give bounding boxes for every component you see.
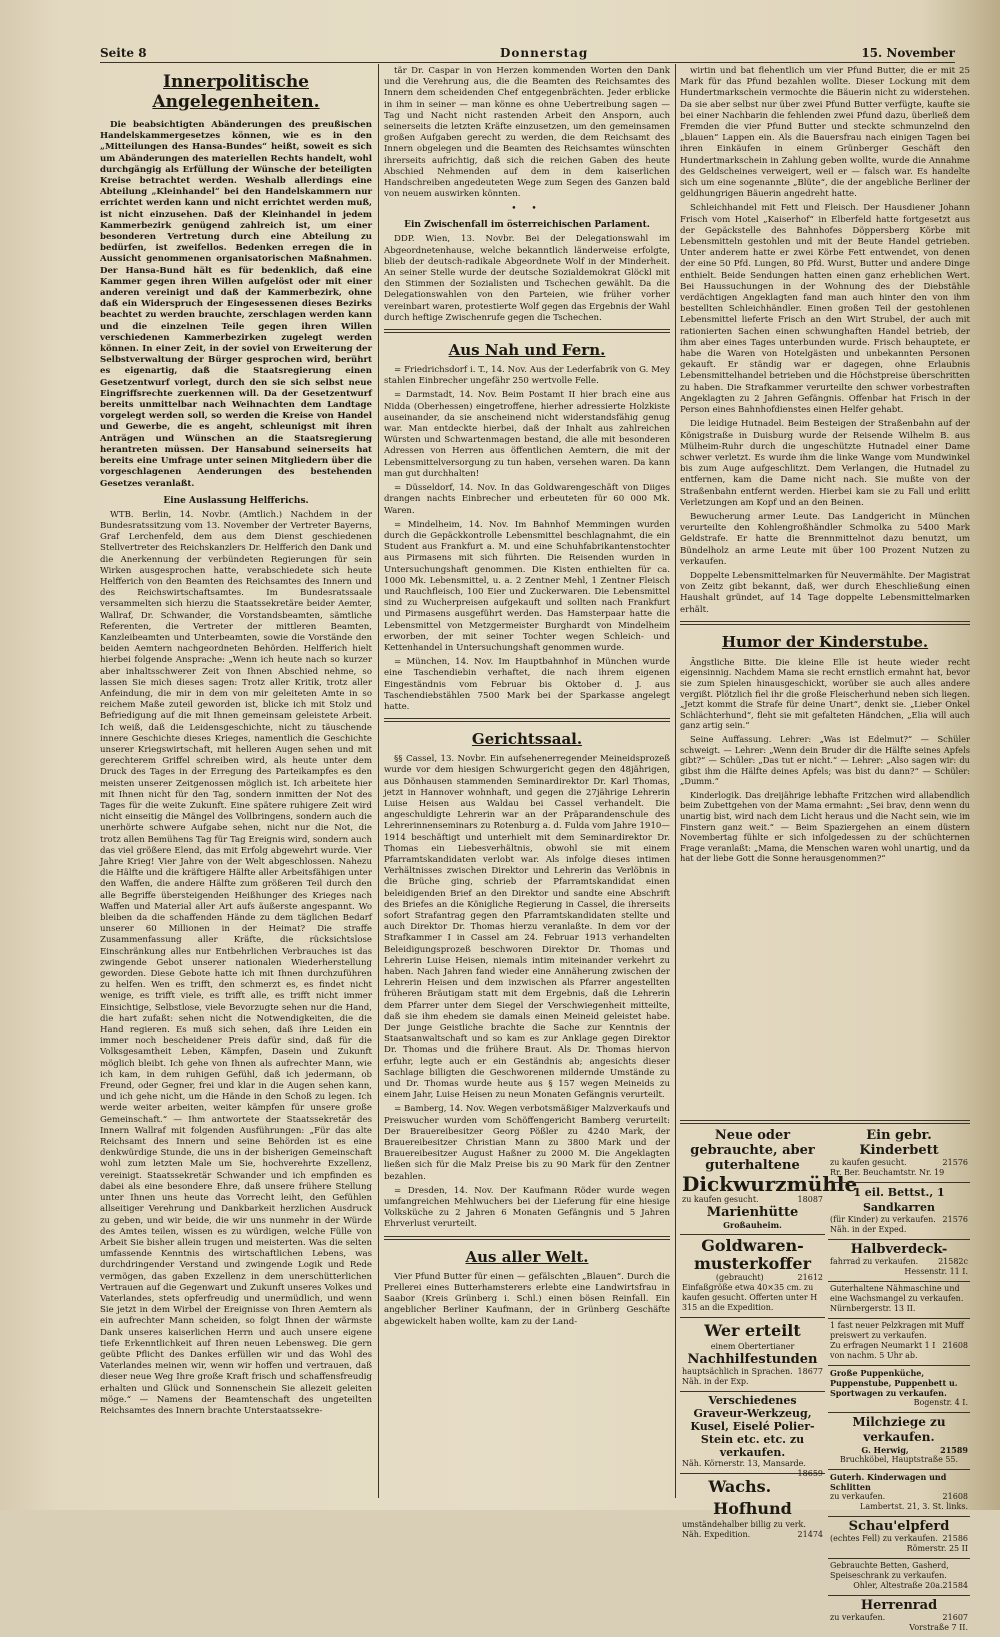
ad-text: Römerstr. 25 II xyxy=(906,1544,968,1553)
ad-milchziege xyxy=(828,1413,970,1470)
ad-place: Großauheim. xyxy=(723,1220,782,1230)
ad-text: (echtes Fell) zu verkaufen. xyxy=(830,1534,938,1543)
ad-title: Ein gebr. Kinderbett xyxy=(859,1128,939,1158)
divider xyxy=(680,1120,970,1124)
ad-text: hauptsächlich in Sprachen. xyxy=(682,1367,793,1376)
newspaper-day: Donnerstag xyxy=(500,46,589,60)
column-1 xyxy=(100,66,372,1498)
ad-betten xyxy=(828,1559,970,1596)
ad-number: 21589 xyxy=(940,1445,968,1455)
ad-text: Näh. in der Exp. xyxy=(682,1377,749,1386)
ad-text: Große Puppenküche, Puppenstube, Puppenbett u. Sportwagen zu verkaufen. xyxy=(830,1368,958,1398)
ad-title: Verschiedenes Graveur-Werkzeug, Kusel, Eiselé Polier-Stein etc. etc. zu verkaufen. xyxy=(690,1394,815,1459)
ad-title: Halbverdeck- xyxy=(850,1242,948,1257)
article-subheading: Ein Zwischenfall im österreichischen Parlament. xyxy=(404,220,650,231)
ad-number: 21612 xyxy=(797,1273,823,1282)
ad-text: Vorstraße 7 II. xyxy=(909,1623,968,1632)
article-paragraph: = Düsseldorf, 14. Nov. In das Goldwarengeschäft von Diiges drangen nachts Einbrecher und erbeuteten für 60 000 Mk. Waren. xyxy=(384,483,670,516)
ad-text: zu verkaufen. xyxy=(830,1613,886,1622)
ad-text: einem Obertertianer xyxy=(710,1342,795,1351)
section-title: Innerpolitische Angelegenheiten. xyxy=(152,72,320,112)
ad-dickwurzmuehle xyxy=(680,1126,858,1235)
divider xyxy=(384,329,670,333)
joke-paragraph: Kinderlogik. Das dreijährige lebhafte Fritzchen wird allabendlich beim Zubettgehen von der Mama ermahnt: „Sei brav, denn wenn du unartig bist, wird nach dem Licht heraus und die Nacht sein, wie im Finstern ganz weit.“ — Beim Spaziergehen an einem düstern Novembertag fühlte er sich infolgedessen zu der schüchternen Frage veranlaßt: „Mama, die Menschen waren wohl unartig, und da hat der liebe Gott die Sonne herausgenommen?“ xyxy=(680,789,970,864)
ad-number: 21608 xyxy=(942,1492,968,1501)
humor-section xyxy=(680,657,970,864)
article-paragraph: §§ Cassel, 13. Novbr. Ein aufsehenerregender Meineidsprozeß wurde vor dem hiesigen Schwurgericht gegen den 48jährigen, aus Dönhausen stammenden Seminardirektor Dr. Karl Thomas, jetzt in Hannover wohnhaft, und gegen die 27jährige Lehrerin Luise Heisen aus Waldau bei Cassel verhandelt. Die angeschuldigte Lehrerin war an der Präparandenschule des Lehrerinnenseminars zu Rotenburg a. d. Fulda vom Jahre 1910—1914 beschäftigt und unterhielt mit dem Seminardirektor Dr. Thomas ein Liebesverhältnis, obwohl sie mit einem Pfarramtskandidaten verlobt war. Als infolge dieses intimen Verhältnisses zwischen Direktor und Lehrerin das Verlöbnis in die Brüche ging, schrieb der Pfarramtskandidat einen beleidigenden Brief an den Direktor und sandte eine Abschrift des Briefes an die Königliche Regierung in Cassel, die ihrerseits sofort Strafantrag gegen den Pfarramtskandidaten stellte und auch Direktor Dr. Thomas hierzu veranlaßte. In dem vor der Strafkammer I in Cassel am 24. Februar 1913 verhandelten Beleidigungsprozeß beschworen Direktor Dr. Thomas und Lehrerin Luise Heisen, niemals intim miteinander verkehrt zu haben. Nach Jahren fand wieder eine Annäherung zwischen der Lehrerin Heisen und dem inzwischen als Pfarrer angestellten früheren Bräutigam statt mit dem Ergebnis, daß die Lehrerin dem Pfarrer unter dem Siegel der Verschwiegenheit mitteilte, daß sie ihm ehedem sie damals einen Meineid geleistet habe. Der junge Geistliche brachte die Sache zur Kenntnis der Staatsanwaltschaft und so kam es zur Anklage gegen Direktor Dr. Thomas und die frühere Braut. Als Dr. Thomas hiervon erfuhr, legte auch er ein Geständnis ab; angesichts dieser Sachlage billigten die Geschworenen mildernde Umstände zu und Dr. Thomas wurde heute aus § 157 wegen Meineids zu einem Jahr, Luise Heisen zu neun Monaten Gefängnis verurteilt. xyxy=(384,754,670,1101)
article-paragraph: Die leidige Hutnadel. Beim Besteigen der Straßenbahn auf der Königstraße in Duisburg wurde der Reisende Wilhelm B. aus Mülheim-Ruhr durch die ungeschützte Hutnadel einer Dame schwer verletzt. Es wurde ihm die linke Wange vom Mundwinkel bis zum Auge aufgeschlitzt. Dem Verlangen, die Hutnadel zu entfernen, kam die Dame nicht nach. Sie mußte von der Straßenbahn entfernt werden. Hierbei kam sie zu Fall und erlitt Verletzungen am Kopf und an den Beinen. xyxy=(680,419,970,508)
article-paragraph: wirtin und bat flehentlich um vier Pfund Butter, die er mit 25 Mark für das Pfund bezahlen wollte. Dieser Lockung mit dem Hundertmarkschein vermochte die Bäuerin nicht zu widerstehen. Da sie aber selbst nur über zwei Pfund Butter verfügte, kaufte sie bei einer Nachbarin die fehlenden zwei Pfund dazu, überließ dem Fremden die vier Pfund Butter und steckte schmunzelnd den „blauen“ Lappen ein. Als die Bauersfrau nach einigen Tagen bei ihren Einkäufen in einem Grünberger Geschäft den Hundertmarkschein in Zahlung geben wollte, wurde die Annahme des Geldscheines verweigert, weil er — falsch war. Es handelte sich um eine sogenannte „Blüte“, die der angebliche Berliner der geldhungrigen Bäuerin angedreht hatte. xyxy=(680,66,970,200)
ad-number: 21576 xyxy=(942,1158,968,1167)
article-paragraph: Die beabsichtigten Abänderungen des preußischen Handelskammergesetzes können, wie es in den „Mitteilungen des Hansa-Bundes“ heißt, soweit es sich um Abänderungen des materiellen Rechts handelt, wohl durchgängig als Erfüllung der Wünsche der beteiligten Kreise betrachtet werden. Weshalb allerdings eine Abteilung „Kleinhandel“ bei den Handelskammern nur errichtet werden kann und nicht errichtet werden muß, ist nicht einzusehen. Daß der Kleinhandel in jedem Kammerbezirk genügend zahlreich ist, um einer besonderen Vertretung durch eine Abteilung zu bedürfen, ist zweifellos. Bedenken erregen die in Aussicht genommenen organisatorischen Maßnahmen. Der Hansa-Bund hält es für bedenklich, daß eine Kammer gegen ihren Willen aufgelöst oder mit einer anderen vereinigt und daß der Kammerbezirk, ohne daß ein Widerspruch der Eingesessenen dieses Bezirks beachtet zu werden brauchte, zerschlagen werden kann und die einzelnen Teile gegen ihren Willen verschiedenen Kammerbezirken zugelegt werden können. In einer Zeit, in der soviel von Erweiterung der Selbstverwaltung der Bürger gesprochen wird, berührt es eigenartig, daß die Staatsregierung einen Gesetzentwurf vorlegt, durch den sie sich selbst neue Eingriffsrechte zuerkennen will. Da der Gesetzentwurf bereits unmittelbar nach Weihnachten dem Landtage vorgelegt werden soll, so werden die Kreise von Handel und Gewerbe, die es angeht, schleunigst mit ihren Anträgen und Wünschen an die Staatsregierung herantreten müssen. Der Hansabund seinerseits hat bereits eine Umfrage unter seinen Mitgliedern über die vorgeschlagenen Aenderungen des bestehenden Gesetzes veranlaßt. xyxy=(100,120,372,489)
ad-number: 18659 xyxy=(797,1469,823,1478)
ad-title: Herrenrad xyxy=(860,1598,938,1613)
ad-title: Milchziege zu verkaufen. xyxy=(852,1415,946,1444)
article-paragraph: Bewucherung armer Leute. Das Landgericht in München verurteilte den Kohlengroßhändler Schmolka zu 5400 Mark Geldstrafe. Er hatte die Brennmittelnot dazu benutzt, um Bündelholz an arme Leute mit über 100 Prozent Nutzen zu verkaufen. xyxy=(680,511,970,567)
ad-text: Rr. Ber. Beuchamtstr. Nr. 19 xyxy=(830,1168,945,1177)
article-paragraph: = Darmstadt, 14. Nov. Beim Postamt II hier brach eine aus Nidda (Oberhessen) eingetroffene, hierher adressierte Holzkiste auseinander, da sie anscheinend nicht widerstandsfähig genug war. Man entdeckte hierbei, daß der Inhalt aus zahlreichen Würsten und Schwartenmagen bestand, die alle mit besonderen Adressen von Herren aus öffentlichen Aemtern, die mit der Lebensmittelversorgung zu tun haben, versehen waren. Da kann man gut durchhalten! xyxy=(384,390,670,479)
ad-puppenkueche xyxy=(828,1366,970,1413)
article-paragraph: Vier Pfund Butter für einen — gefälschten „Blauen“. Durch die Prellerei eines Butterhamsterers erlebte eine Landwirtsfrau in Saabor (Kreis Grünberg i. Schl.) einen bösen Reinfall. Ein angeblicher Berliner Kaufmann, der in Grünberg Geschäfte abgewickelt haben wollte, kam zu der Land- xyxy=(384,1271,670,1327)
ad-text: 1 fast neuer Pelzkragen mit Muff preiswert zu verkaufen. xyxy=(830,1321,964,1340)
ad-text: Guterhaltene Nähmaschine und eine Wachsmangel zu verkaufen. Nürnbergerstr. 13 II. xyxy=(830,1284,964,1313)
ad-title: Wachs. Hofhund xyxy=(708,1477,792,1518)
ad-text: Gebrauchte Betten, Gasherd, Speiseschrank zu verkaufen. xyxy=(830,1561,949,1580)
section-heading: Aus aller Welt. xyxy=(465,1247,589,1266)
ad-bettstelle xyxy=(828,1183,970,1240)
ad-text: zu verkaufen. xyxy=(830,1492,886,1501)
column-3 xyxy=(680,66,970,1110)
ad-company: Marienhütte xyxy=(706,1205,799,1220)
column-2 xyxy=(384,66,670,1498)
divider xyxy=(384,718,670,722)
article-subheading: Eine Auslassung Helfferichs. xyxy=(163,495,309,506)
ad-text: zu kaufen gesucht. xyxy=(830,1158,907,1167)
ad-number: 18087 xyxy=(797,1195,823,1204)
ad-number: 21586 xyxy=(942,1534,968,1543)
ad-title: Goldwaren-musterkoffer xyxy=(693,1236,812,1273)
ad-text: Näh. Expedition. xyxy=(682,1530,751,1539)
ad-text: Bruchköbel, Hauptstraße 55. xyxy=(839,1455,959,1464)
article-paragraph: = Mindelheim, 14. Nov. Im Bahnhof Memmingen wurden durch die Gepäckkontrolle Lebensmittel beschlagnahmt, die ein Student aus Frankfurt a. M. und eine Schuhfabrikantenstochter aus Pirmasens mit sich führten. Die Reisenden wurden in Untersuchungshaft genommen. Die Kisten enthielten für ca. 1000 Mk. Lebensmittel, u. a. 2 Zentner Mehl, 1 Zentner Fleisch und Rauchfleisch, 100 Eier und Zuckerwaren. Die Lebensmittel sind zu Wucherpreisen aufgekauft und sollten nach Frankfurt und Pirmasens ausgeführt werden. Das Hamsterpaar hatte die Lebensmittel von Metzgermeister Burghardt von Mindelheim erworben, der mit seiner Tochter wegen Schleich- und Kettenhandel in Untersuchungshaft genommen wurde. xyxy=(384,519,670,653)
ad-naehmaschine xyxy=(828,1282,970,1319)
ad-title: Schau'elpferd xyxy=(848,1519,950,1534)
ad-text: Näh. in der Exped. xyxy=(830,1225,907,1234)
ad-number: 18677 xyxy=(797,1367,823,1376)
ad-title: 1 eil. Bettst., 1 Sandkarren xyxy=(853,1186,945,1214)
ad-text: Einfaßgröße etwa 40×35 cm. zu kaufen gesucht. Offerten unter H 315 an die Expedition. xyxy=(682,1283,818,1312)
ads-left-column xyxy=(680,1126,858,1544)
ad-herrenrad xyxy=(828,1596,970,1637)
ad-heading: Neue oder gebrauchte, aber guterhaltene xyxy=(690,1128,815,1173)
article-paragraph: Schleichhandel mit Fett und Fleisch. Der Hausdiener Johann Frisch vom Hotel „Kaiserhof“ in Elberfeld hatte fortgesetzt aus der Gepäckstelle des Bahnhofes Döppersberg Körbe mit Lebensmitteln gestohlen und mit der Beute Handel getrieben. Unter anderem hatte er zwei Körbe Fett entwendet, von denen der eine 50 Pfd. Lungen, 80 Pfd. Wurst, Butter und andere Dinge enthielt. Beide Sendungen hatten einen ganz erheblichen Wert. Bei Haussuchungen in der Wohnung des der Diebstähle verdächtigen Angeklagten fand man auch hinter den von ihm bestellten Schleichhändler. Einen großen Teil der gestohlenen Lebensmittel lieferte Frisch an den Wirt Strubel, der auch mit rationierten Sachen einen schwunghaften Handel betrieb, der ihm aber eines Tages unterbunden wurde. Frisch behauptete, er habe die Waren von Hotelgästen und unbekannten Personen gekauft. Er ständig war er dagegen, ohne Erlaubnis Lebensmittelhandel betrieben und die Höchstpreise überschritten zu haben. Die Strafkammer verurteilte den schwer vorbestraften Angeklagten zu 2 Jahren Gefängnis. Offenbar hat Frisch in der Person eines Bahnhofdienstes einen Helfer gehabt. xyxy=(680,203,970,416)
ad-schaukelpferd xyxy=(828,1517,970,1559)
ad-graveur xyxy=(680,1392,825,1478)
ad-kinderwagen xyxy=(828,1470,970,1517)
ad-number: 21607 xyxy=(942,1613,968,1622)
ad-title: Dickwurzmühle xyxy=(682,1172,858,1196)
ad-fahrrad xyxy=(828,1240,970,1282)
classified-ads xyxy=(680,1120,970,1632)
ad-text: Ohler, Altestraße 20a. xyxy=(853,1581,943,1590)
ad-text: Bogenstr. 4 I. xyxy=(913,1398,968,1407)
article-paragraph: = Dresden, 14. Nov. Der Kaufmann Röder wurde wegen umfangreichen Mehlwuchers bei der Lieferung für eine hiesige Volksküche zu 2 Jahren 6 Monaten Gefängnis und 5 Jahren Ehrverlust verurteilt. xyxy=(384,1185,670,1230)
joke-paragraph: Ängstliche Bitte. Die kleine Elle ist heute wieder recht eigensinnig. Nachdem Mama sie recht ernstlich ermahnt hat, bevor sie zum Spielen hinausgeschickt, worüber sie auch alles andere vergißt. Plötzlich fiel ihr die große Fleischerhund neben sich liegen. „Jetzt kommt die Strafe für deine Unart“, denkt sie. „Lieber Onkel Schlächterhund“, fleht sie mit gefalteten Händchen, „Elia will auch ganz artig sein.“ xyxy=(680,656,970,731)
ad-title: Wer erteilt xyxy=(704,1321,801,1340)
ad-text: Näh. Körnerstr. 13, Mansarde. xyxy=(682,1459,806,1468)
ad-text: Zu erfragen Neumarkt 1 I xyxy=(830,1341,936,1350)
joke-paragraph: Seine Auffassung. Lehrer: „Was ist Edelmut?“ — Schüler schweigt. — Lehrer: „Wenn dein Bruder dir die Hälfte seines Apfels gibt?“ — Schüler: „Das tut er nicht.“ — Lehrer: „Also sagen wir: du gibst ihm die Hälfte deines Apfels; was bist du dann?“ — Schüler: „Dumm.“ xyxy=(680,733,970,787)
article-paragraph: DDP. Wien, 13. Novbr. Bei der Delegationswahl im Abgeordnetenhause, welche bekanntlich länderweise erfolgte, blieb der deutsch-radikale Abgeordnete Wolf in der Minderheit. An seiner Stelle wurde der deutsche Sozialdemokrat Glöckl mit den Stimmen der Sozialisten und Tschechen gewählt. Da die Delegationswahlen von den Parteien, wie früher vorher vereinbart waren, protestierte Wolf gegen das Ergebnis der Wahl durch heftige Zwischenrufe gegen die Tschechen. xyxy=(384,234,670,323)
section-heading: Humor der Kinderstube. xyxy=(721,632,929,651)
ad-number: 21582c xyxy=(938,1257,968,1266)
divider xyxy=(384,1236,670,1240)
ad-nachhilfe xyxy=(680,1318,825,1392)
ad-number: 21608 xyxy=(942,1341,968,1350)
section-heading: Aus Nah und Fern. xyxy=(448,341,606,360)
article-paragraph: WTB. Berlin, 14. Novbr. (Amtlich.) Nachdem in der Bundesratssitzung vom 13. November der Vertreter Bayerns, Graf Lerchenfeld, dem aus dem Dienst geschiedenen Stellvertreter des Reichskanzlers Dr. Helfferich den Dank und die Anerkennung der verbündeten Regierungen für sein Wirken ausgesprochen hatte, verabschiedete sich heute Helfferich von den Beamten des Reichsamtes des Innern und des Reichswirtschaftsamtes. Im Bundesratssaale versammelten sich hierzu die Staatssekretäre beider Aemter, Wallraf, Dr. Schwander, die Vorstandsbeamten, sämtliche Referenten, die Vertreter der mittleren Beamten, Kanzleibeamten und Unterbeamten, sowie die Vorstände den beiden Aemtern nachgeordneten Behörden. Helfferich hielt hierbei folgende Ansprache: „Wenn ich heute nach so kurzer aber inhaltsschwerer Zeit von Ihnen Abschied nehme, so lassen Sie mich dieses sagen: Trotz aller Kritik, trotz aller Anfeindung, die mir in dem von mir geleiteten Amte in so reichem Maße zuteil geworden ist, blicke ich mit Stolz und Befriedigung auf die mit Ihnen gemeinsam geleistete Arbeit. Ich weiß, daß die Leidensgeschichte, nicht zu täuschende innere Geschichte dieses Krieges, namentlich die Geschichte unserer Kriegswirtschaft, mit helleren Augen sehen und mit gerechterem Griffel schreiben wird, als heute unter dem Druck des Tages in der Erregung des Parteikampfes es den meisten unserer Zeitgenossen möglich ist. Ich arbeitete hier mit Ihnen nicht für den Tag, sondern inmitten der Not des Tages für die weite Zukunft. Eine spätere ruhigere Zeit wird nicht einseitig die Mängel des Vollbringens, sondern auch die unerhörte schwere Aufgabe sehen, nicht nur die Not, die trotz allen Bemühens Tag für Tag Ereignis wird, sondern auch das viel größere Elend, das mit Erfolg abgewehrt wurde. Vier Jahre Krieg! Vier Jahre von der Welt abgeschlossen. Nahezu die Hälfte und die kräftigere Hälfte aller Arbeitsfähigen unter den Waffen, die andere Hälfte zum größeren Teil durch den alle Begriffe übersteigenden Heißhunger des Krieges nach Waffen und Material aller Art aufs äußerste angespannt. Wo bleiben da die schaffenden Hände zu dem täglichen Bedarf unserer 60 Millionen in der Heimat? Die straffe Zusammenfassung aller Kräfte, die rücksichtslose Einschränkung alles nur Entbehrlichen Verbrauches ist das zwingende Gebot unserer nationalen Wiederherstellung geworden. Diese Gebote hatte ich mit Ihnen durchzuführen zu helfen. Wen es trifft, den schmerzt es, es findet nicht wenige, es trifft viele, es trifft alle, es trifft nicht immer Einsichtige, Selbstlose, viele Bevorzugte sehen nur die Hand, die hart zufaßt: sehen nicht die Notwendigkeiten, die die Hand regieren. Es muß sich sehen, daß ihre Leiden ein immer noch bescheidener Preis dafür sind, daß für die Volksgesamtheit Leben, Kämpfen, Dasein und Zukunft möglich bleibt. Ich gehe von Ihnen als aufrechter Mann, wie ich kam, in dem ruhigen Gefühl, daß ich jedermann, ob Freund, oder Gegner, frei und klar in die Augen sehen kann, und ich gehe nicht, um die Hände in den Schoß zu legen. Ich werde weiter arbeiten, weiter kämpfen für unsere große Gemeinschaft.“ — Ihm antwortete der Staatssekretär des Innern Wallraf mit folgenden Ausführungen: „Für das alte Reichsamt des Innern und seine Behörden ist es eine denkwürdige Stunde, die uns in der bisherigen Gemeinschaft wohl zum letzten Male um Sie, hochverehrte Exzellenz, vereinigt. Staatssekretär Schwander und ich empfinden es dabei als eine besondere Ehre, daß unsere frühere Stellung unter Ihnen uns heute das Vorrecht leiht, den Gefühlen allseitiger Verehrung und Dankbarkeit herzlichen Ausdruck zu geben, und wir beide, die wir uns nunmehr in der Würde des Amtes teilen, wissen es zu würdigen, welche Fülle von Arbeit Sie bisher allein trugen und meisterten. Was die selten umfassende Kenntnis des wirtschaftlichen Lebens, was durchdringender Verstand und zwingende Logik und Rede vermögen, das gaben Exzellenz in dem unerschütterlichen Vertrauen auf die Gegenwart und Zukunft unseres Volkes und Vaterlandes, stets opferfreudig und unermüdlich, und wenn Sie jetzt in dem Wirbel der Ereignisse von Ihren Aemtern als ein aufrechter Mann scheiden, so folgt Ihnen der wärmste Dank unseres kaiserlichen Herrn und auch unsere eigene tiefe Erkenntlichkeit auf Ihren neuen Lebensweg. Die gern geübte Pflicht des Dankes erfüllen wir und das Wohl des Vaterlandes meinen wir, wenn wir hoffen und vertrauen, daß dieser neue Weg Ihre große Kraft frisch und schaffensfreudig erhalten und Glück und Sonnenschein Sie allezeit geleiten möge.“ — Namens der Beamtenschaft des ungeteilten Reichsamtes des Innern brachte Unterstaatssekre- xyxy=(100,509,372,1416)
ad-text: (für Kinder) zu verkaufen. xyxy=(830,1215,936,1224)
column-rule xyxy=(378,64,379,1498)
ad-text: zu kaufen gesucht. xyxy=(682,1195,759,1204)
ad-title: Guterh. Kinderwagen und Schlitten xyxy=(830,1472,947,1492)
article-paragraph: = Friedrichsdorf i. T., 14. Nov. Aus der Lederfabrik von G. Mey stahlen Einbrecher ungefähr 250 wertvolle Felle. xyxy=(384,365,670,387)
section-heading: Gerichtssaal. xyxy=(471,730,583,749)
ad-hofhund xyxy=(680,1474,825,1544)
ad-goldwaren xyxy=(680,1235,825,1318)
ad-number: 21474 xyxy=(797,1530,823,1539)
ad-kinderbett xyxy=(828,1126,970,1183)
ad-number: 21584 xyxy=(942,1581,968,1590)
ad-title: Nachhilfestunden xyxy=(687,1352,818,1367)
ad-text: fahrrad zu verkaufen. xyxy=(830,1257,919,1266)
ad-pelzkragen xyxy=(828,1319,970,1366)
ad-number: 21576 xyxy=(942,1215,968,1224)
page-number: Seite 8 xyxy=(100,46,147,60)
ad-text: Lambertst. 21, 3. St. links. xyxy=(860,1502,968,1511)
article-paragraph: tär Dr. Caspar in von Herzen kommenden Worten den Dank und die Verehrung aus, die die Beamten des Reichsamtes des Innern dem scheidenden Chef entgegenbrächten. Jeder erblicke in ihm in seiner — man könne es ohne Uebertreibung sagen — Tag und Nacht nicht rastenden Arbeit den Ansporn, auch seinerseits die letzten Kräfte einzusetzen, um den gemeinsamen großen Aufgaben gerecht zu werden, die dem Reichsamt des Innern obgelegen und die Beamten des Reichsamtes wünschten ihrerseits aufrichtig, daß sich die reichen Gaben des heute Abschied Nehmenden auf dem in dem kaiserlichen Handschreiben angedeuteten Wege zum Segen des Ganzen bald von neuem auswirken könnten. xyxy=(384,66,670,200)
ads-right-column xyxy=(828,1126,970,1637)
article-paragraph: Doppelte Lebensmittelmarken für Neuvermählte. Der Magistrat von Zeitz gibt bekannt, daß, wer durch Eheschließung einen Haushalt gründet, auf 14 Tage doppelte Lebensmittelmarken erhält. xyxy=(680,570,970,615)
ad-text: (gebraucht) xyxy=(715,1273,764,1282)
ad-text: Hessenstr. 11 I. xyxy=(904,1267,968,1276)
article-paragraph: = Bamberg, 14. Nov. Wegen verbotsmäßiger Malzverkaufs und Preiswucher wurden vom Schöffengericht Bamberg verurteilt: Der Brauereibesitzer Georg Pößler zu 4240 Mark, der Brauereibesitzer Christian Mann zu 3800 Mark und der Brauereibesitzer August Haßner zu 2000 M. Die Angeklagten ließen sich für die Malz Preise bis zu 90 Mark für den Zentner bezahlen. xyxy=(384,1104,670,1182)
ad-text: G. Herwig, xyxy=(861,1445,909,1455)
column-rule xyxy=(675,64,676,1498)
page-header xyxy=(100,44,955,63)
ad-text: umständehalber billig zu verk. xyxy=(682,1520,806,1529)
ad-text: von nachm. 5 Uhr ab. xyxy=(830,1351,918,1360)
page-date: 15. November xyxy=(861,46,955,60)
divider xyxy=(680,621,970,625)
separator: • • xyxy=(511,204,543,215)
article-paragraph: = München, 14. Nov. Im Hauptbahnhof in München wurde eine Taschendiebin verhaftet, die nach ihrem eigenen Eingeständnis vom Februar bis Oktober d. J. aus Taschendiebstählen 7500 Mark bei der Sparkasse angelegt hatte. xyxy=(384,657,670,712)
